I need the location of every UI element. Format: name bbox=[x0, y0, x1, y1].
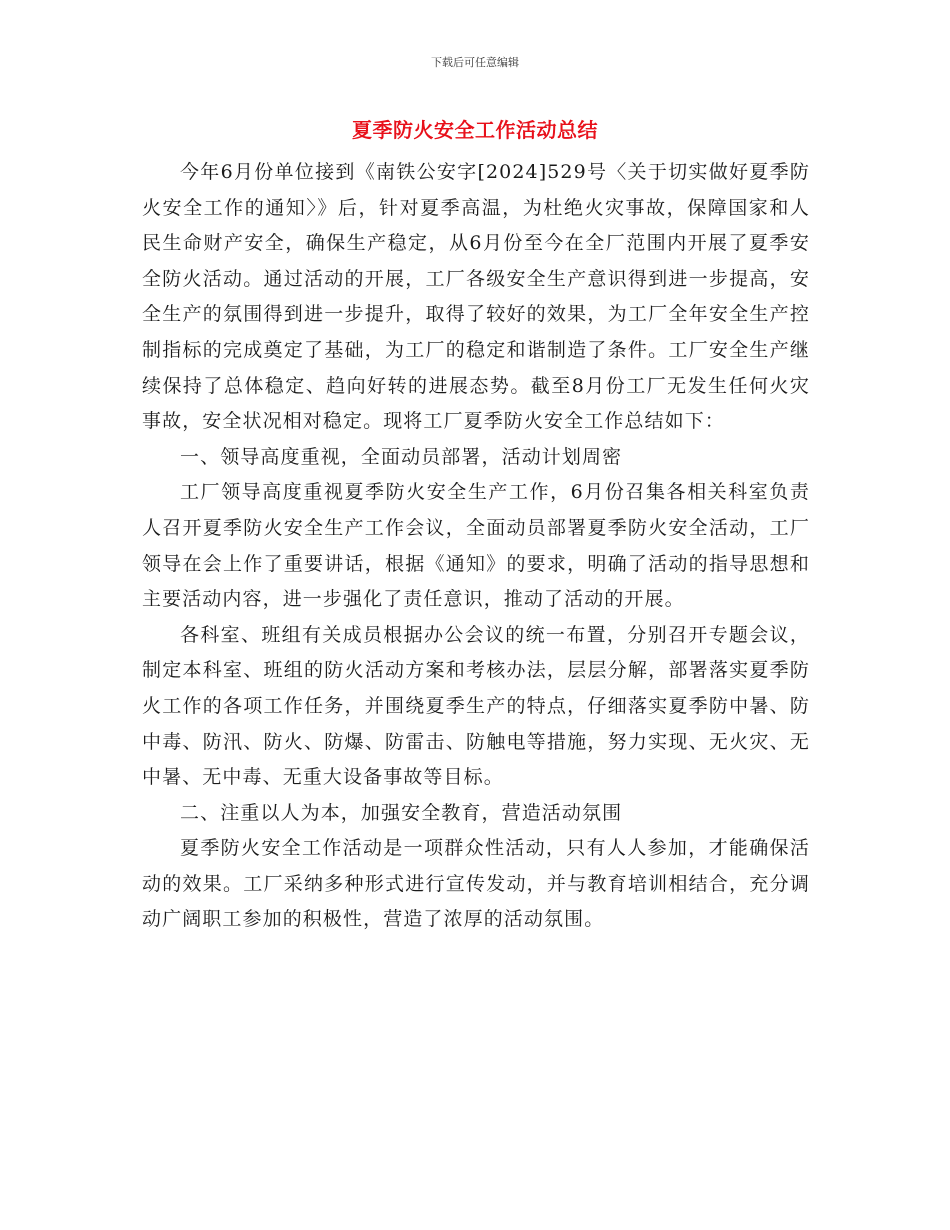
header-note: 下载后可任意编辑 bbox=[431, 56, 519, 69]
section-heading-2: 二、注重以人为本，加强安全教育，营造活动氛围 bbox=[180, 801, 623, 824]
paragraph-intro: 今年6月份单位接到《南铁公安字[2024]529号〈关于切实做好夏季防火安全工作的通知〉》后，针对夏季高温，为杜绝火灾事故，保障国家和人民生命财产安全，确保生产稳定，从6月份至今在全厂范围内开展了夏季安全防火活动。通过活动的开展，工厂各级安全生产意识得到进一步提高，安全生产的氛围得到进一步提升，取得了较好的效果，为工厂全年安全生产控制指标的完成奠定了基础，为工厂的稳定和谐制造了条件。工厂安全生产继续保持了总体稳定、趋向好转的进展态势。截至8月份工厂无发生任何火灾事故，安全状况相对稳定。现将工厂夏季防火安全工作总结如下： bbox=[142, 161, 810, 433]
document-body bbox=[142, 155, 810, 938]
paragraph-education: 夏季防火安全工作活动是一项群众性活动，只有人人参加，才能确保活动的效果。工厂采纳多种形式进行宣传发动，并与教育培训相结合，充分调动广阔职工参加的积极性，营造了浓厚的活动氛围。 bbox=[142, 837, 810, 931]
document-title: 夏季防火安全工作活动总结 bbox=[352, 118, 598, 142]
paragraph-departments: 各科室、班组有关成员根据办公会议的统一布置，分别召开专题会议，制定本科室、班组的防火活动方案和考核办法，层层分解，部署落实夏季防火工作的各项工作任务，并围绕夏季生产的特点，仔细落实夏季防中暑、防中毒、防汛、防火、防爆、防雷击、防触电等措施，努力实现、无火灾、无中暑、无中毒、无重大设备事故等目标。 bbox=[142, 623, 810, 789]
section-heading-1: 一、领导高度重视，全面动员部署，活动计划周密 bbox=[180, 445, 623, 468]
paragraph-leadership: 工厂领导高度重视夏季防火安全生产工作，6月份召集各相关科室负责人召开夏季防火安全生产工作会议，全面动员部署夏季防火安全活动，工厂领导在会上作了重要讲话，根据《通知》的要求，明确了活动的指导思想和主要活动内容，进一步强化了责任意识，推动了活动的开展。 bbox=[142, 481, 810, 611]
